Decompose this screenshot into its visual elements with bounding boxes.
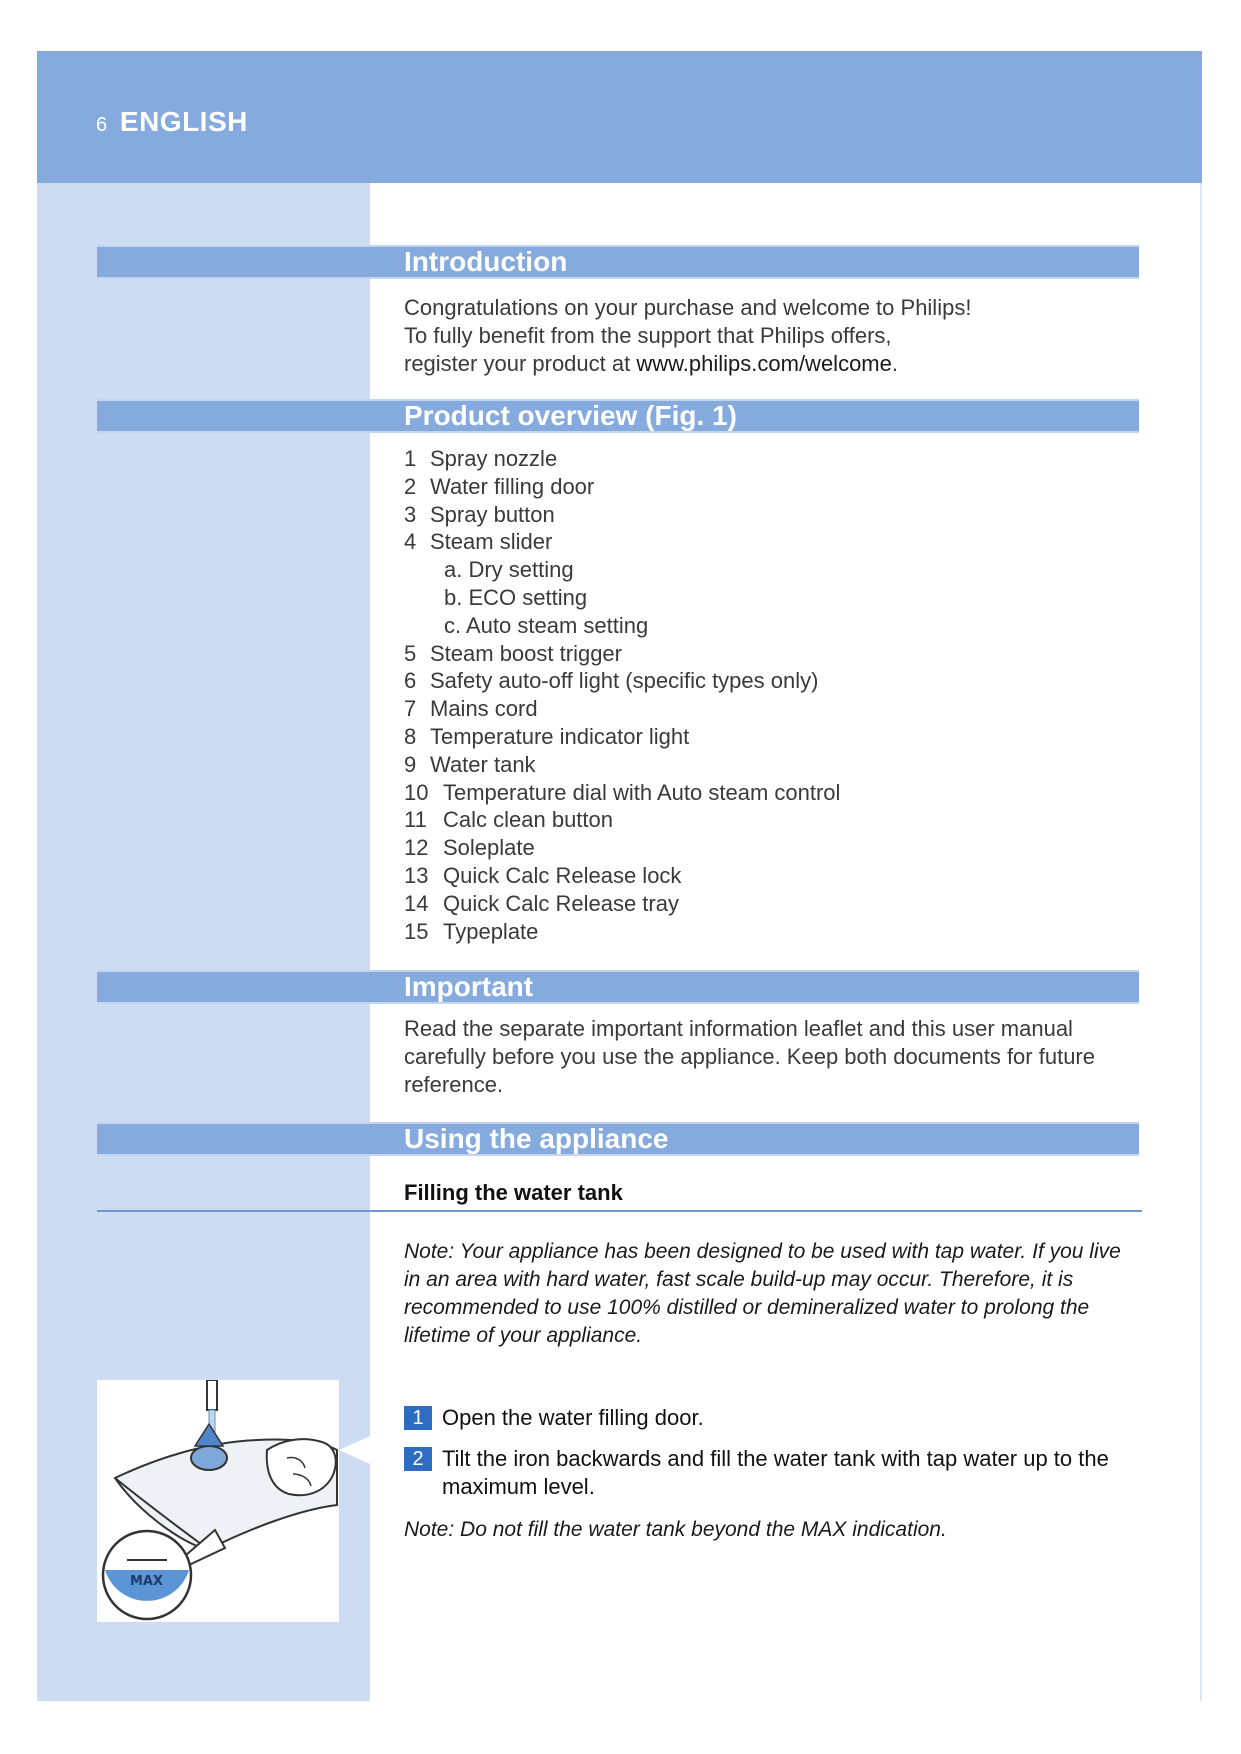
illustration-pointer: [339, 1436, 370, 1464]
tap-water-note: Note: Your appliance has been designed to be used with tap water. If you live in an area with hard water, fast scale build-up may occur. Therefore, it is recommended to use 100% distilled or demineralized water to prolong the lifetime of your appliance.: [404, 1240, 1121, 1347]
iron-filling-illustration: [97, 1380, 339, 1622]
important-title: Important: [404, 971, 534, 1002]
parts-list: [404, 445, 840, 945]
list-item: 12 Soleplate: [404, 835, 535, 861]
list-item: 10 Temperature dial with Auto steam control: [404, 779, 841, 805]
list-item: 5 Steam boost trigger: [404, 640, 622, 666]
step-text: Open the water filling door.: [442, 1405, 704, 1430]
list-item: 1 Spray nozzle: [404, 446, 558, 471]
page-header: [96, 106, 248, 138]
introduction-bar: [97, 245, 1139, 279]
list-item: 14 Quick Calc Release tray: [404, 890, 679, 916]
intro-line: Congratulations on your purchase and welcome to Philips!: [404, 295, 972, 320]
intro-register-text: register your product at: [404, 351, 637, 376]
using-appliance-title: Using the appliance: [404, 1123, 669, 1154]
list-item: 11 Calc clean button: [404, 807, 613, 833]
step-number-badge: 2: [404, 1447, 432, 1471]
introduction-text: [404, 294, 1134, 378]
right-border: [1200, 183, 1202, 1701]
list-item: 9 Water tank: [404, 751, 536, 777]
filling-tank-heading: Filling the water tank: [404, 1180, 623, 1205]
intro-line: To fully benefit from the support that Philips offers,: [404, 323, 892, 348]
page-number: 6: [96, 114, 108, 136]
intro-line: [404, 350, 1134, 378]
subheading-rule: [97, 1210, 1142, 1212]
list-item: 3 Spray button: [404, 501, 555, 527]
important-text: Read the separate important information leaflet and this user manual carefully before you use the appliance. Keep both documents for future reference.: [404, 1016, 1095, 1097]
list-item: 15 Typeplate: [404, 918, 539, 944]
product-overview-title: Product overview (Fig. 1): [404, 400, 737, 431]
step-1: [404, 1404, 1144, 1432]
list-subitem: c. Auto steam setting: [444, 612, 649, 638]
list-item: 8 Temperature indicator light: [404, 723, 690, 749]
step-number-badge: 1: [404, 1406, 432, 1430]
step-2: [404, 1445, 1144, 1501]
list-item: 4 Steam slider: [404, 529, 553, 555]
max-label: MAX: [130, 1574, 164, 1589]
list-item: 6 Safety auto-off light (specific types only): [404, 668, 819, 694]
philips-welcome-link[interactable]: www.philips.com/welcome: [636, 351, 892, 376]
max-level-note: Note: Do not fill the water tank beyond the MAX indication.: [404, 1518, 947, 1541]
page-language: ENGLISH: [119, 106, 248, 137]
intro-period: .: [891, 351, 898, 376]
list-item: 13 Quick Calc Release lock: [404, 862, 682, 888]
list-item: 7 Mains cord: [404, 696, 538, 722]
introduction-title: Introduction: [404, 246, 568, 277]
list-subitem: a. Dry setting: [444, 557, 574, 583]
list-subitem: b. ECO setting: [444, 584, 588, 610]
step-text: Tilt the iron backwards and fill the water tank with tap water up to the maximum level.: [442, 1446, 1109, 1499]
important-bar: [97, 970, 1139, 1004]
list-item: 2 Water filling door: [404, 473, 595, 499]
